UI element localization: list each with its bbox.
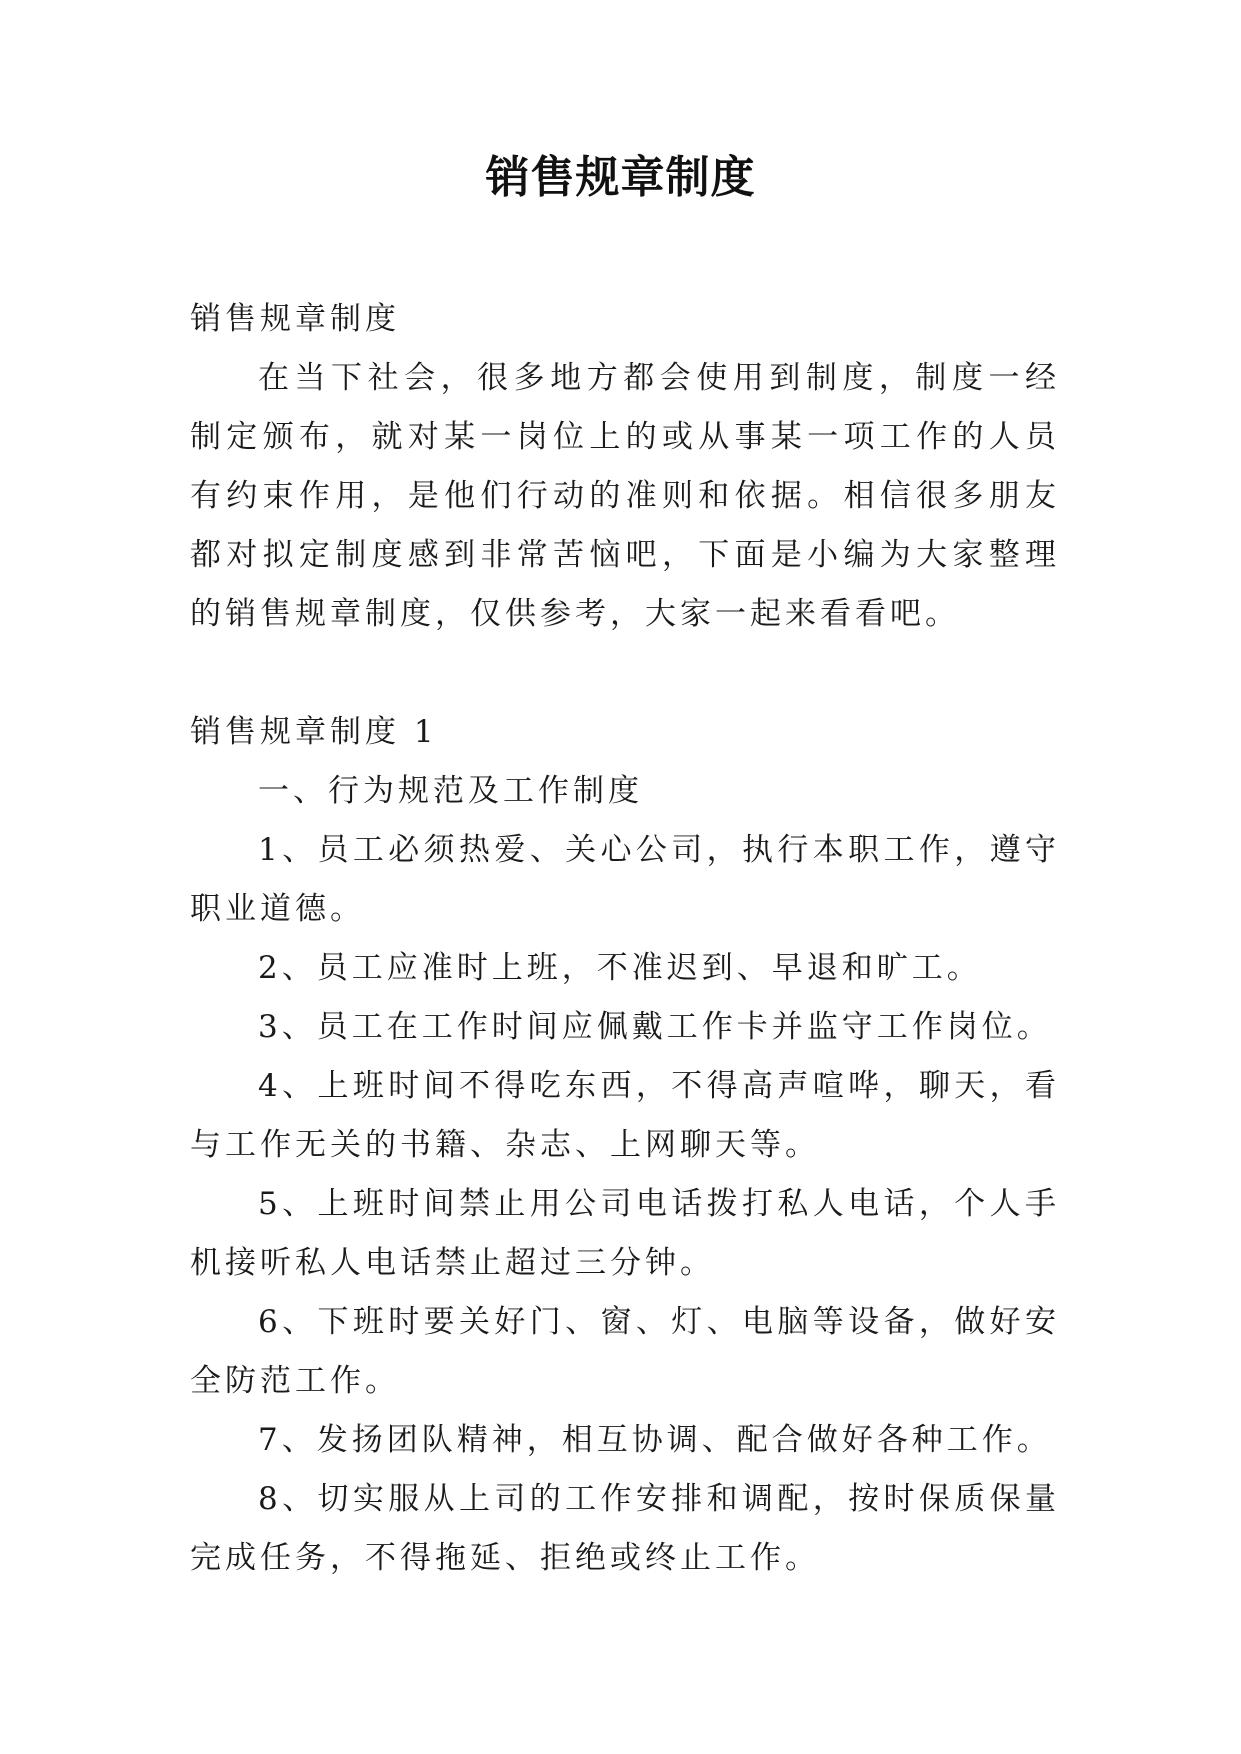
rule-item: 6、下班时要关好门、窗、灯、电脑等设备，做好安全防范工作。 xyxy=(190,1304,1060,1399)
document-heading: 销售规章制度 xyxy=(190,301,400,337)
rule-item: 8、切实服从上司的工作安排和调配，按时保质保量完成任务，不得拖延、拒绝或终止工作。 xyxy=(190,1481,1060,1576)
rule-item: 3、员工在工作时间应佩戴工作卡并监守工作岗位。 xyxy=(258,1009,1052,1045)
rule-item: 4、上班时间不得吃东西，不得高声喧哗，聊天，看与工作无关的书籍、杂志、上网聊天等。 xyxy=(190,1068,1060,1163)
document-title: 销售规章制度 xyxy=(485,152,756,203)
rule-item: 7、发扬团队精神，相互协调、配合做好各种工作。 xyxy=(258,1422,1052,1458)
document-body xyxy=(190,290,1060,1588)
subsection-title: 一、行为规范及工作制度 xyxy=(258,773,643,809)
intro-paragraph: 在当下社会，很多地方都会使用到制度，制度一经制定颁布，就对某一岗位上的或从事某一项工作的人员有约束作用，是他们行动的准则和依据。相信很多朋友都对拟定制度感到非常苦恼吧，下面是小编为大家整理的销售规章制度，仅供参考，大家一起来看看吧。 xyxy=(190,360,1060,632)
rule-item: 5、上班时间禁止用公司电话拨打私人电话，个人手机接听私人电话禁止超过三分钟。 xyxy=(190,1186,1060,1281)
section-title: 销售规章制度 1 xyxy=(190,714,438,750)
rule-item: 1、员工必须热爱、关心公司，执行本职工作，遵守职业道德。 xyxy=(190,832,1060,927)
rule-item: 2、员工应准时上班，不准迟到、早退和旷工。 xyxy=(258,950,982,986)
